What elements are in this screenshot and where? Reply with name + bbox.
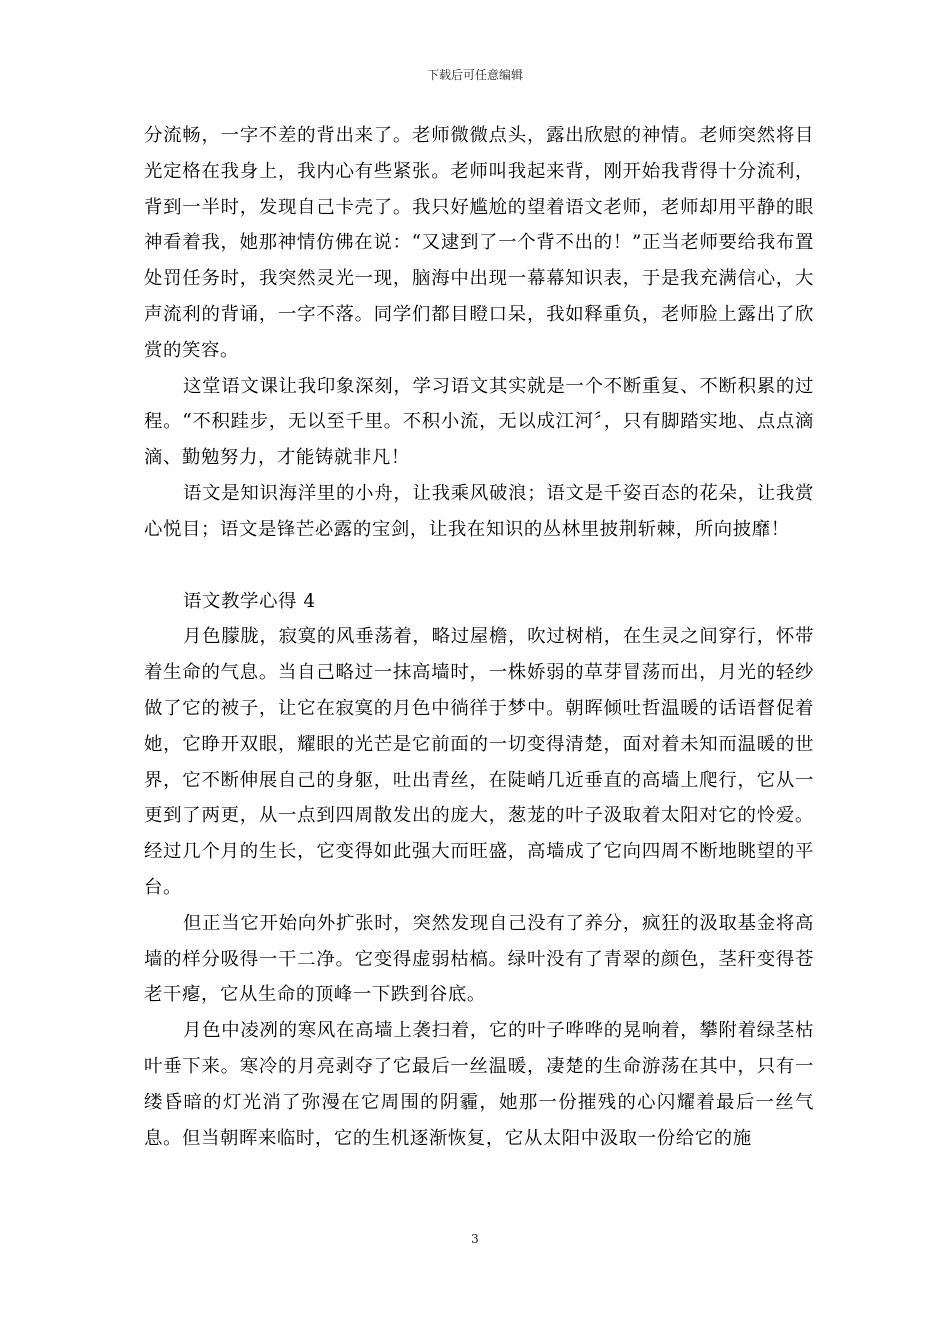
document-body: [144, 118, 814, 1156]
paragraph: 但正当它开始向外扩张时，突然发现自己没有了养分，疯狂的汲取基金将高墙的样分吸得一干二净。它变得虚弱枯槁。绿叶没有了青翠的颜色，茎秆变得苍老干瘪，它从生命的顶峰一下跌到谷底。: [144, 912, 814, 1006]
paragraph: 月色中凌冽的寒风在高墙上袭扫着，它的叶子哗哗的晃响着，攀附着绿茎枯叶垂下来。寒冷的月亮剥夺了它最后一丝温暖，凄楚的生命游荡在其中，只有一缕昏暗的灯光消了弥漫在它周围的阴霾，她那一份摧残的心闪耀着最后一丝气息。但当朝晖来临时，它的生机逐渐恢复，它从太阳中汲取一份给它的施: [144, 1020, 814, 1149]
paragraph: 月色朦胧，寂寞的风垂荡着，略过屋檐，吹过树梢，在生灵之间穿行，怀带着生命的气息。当自己略过一抹高墙时，一株娇弱的草芽冒荡而出，月光的轻纱做了它的被子，让它在寂寞的月色中徜徉于梦中。朝晖倾吐哲温暖的话语督促着她，它睁开双眼，耀眼的光芒是它前面的一切变得清楚，面对着未知而温暖的世界，它不断伸展自己的身躯，吐出青丝，在陡峭几近垂直的高墙上爬行，它从一更到了两更，从一点到四周散发出的庞大，葱茏的叶子汲取着太阳对它的怜爱。经过几个月的生长，它变得如此强大而旺盛，高墙成了它向四周不断地眺望的平台。: [144, 626, 814, 898]
blank-line: [144, 548, 814, 584]
paragraph: 语文是知识海洋里的小舟，让我乘风破浪；语文是千姿百态的花朵，让我赏心悦目；语文是锋芒必露的宝剑，让我在知识的丛林里披荆斩棘，所向披靡！: [144, 482, 814, 540]
page-number: 3: [471, 1232, 479, 1246]
paragraph: 这堂语文课让我印象深刻，学习语文其实就是一个不断重复、不断积累的过程。“不积跬步，无以至千里。不积小流，无以成江河〞，只有脚踏实地、点点滴滴、勤勉努力，才能铸就非凡！: [144, 375, 814, 469]
section-title: 语文教学心得 4: [183, 590, 316, 612]
paragraph-continuation: 分流畅，一字不差的背出来了。老师微微点头，露出欣慰的神情。老师突然将目光定格在我身上，我内心有些紧张。老师叫我起来背，刚开始我背得十分流利，背到一半时，发现自己卡壳了。我只好尴尬的望着语文老师，老师却用平静的眼神看着我，她那神情仿佛在说：“又逮到了一个背不出的！”正当老师要给我布置处罚任务时，我突然灵光一现，脑海中出现一幕幕知识表，于是我充满信心，大声流利的背诵，一字不落。同学们都目瞪口呆，我如释重负，老师脸上露出了欣赏的笑容。: [144, 125, 814, 361]
page-header: 下载后可任意编辑: [426, 68, 523, 82]
